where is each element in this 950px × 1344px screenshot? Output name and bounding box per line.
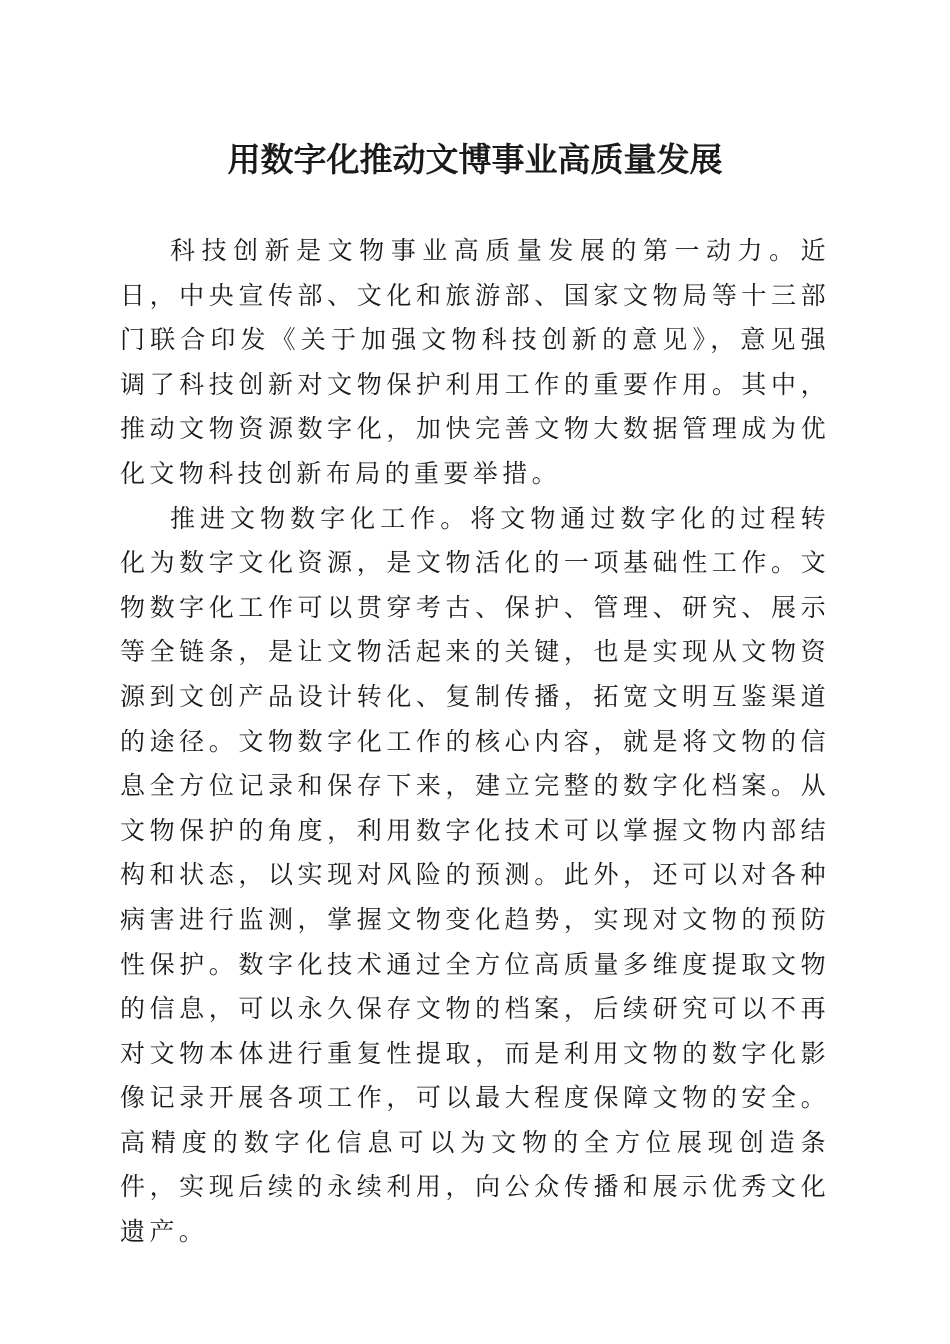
paragraph-2: 推进文物数字化工作。将文物通过数字化的过程转化为数字文化资源，是文物活化的一项基础性工作。文物数字化工作可以贯穿考古、保护、管理、研究、展示等全链条，是让文物活起来的关键，也是实现从文物资源到文创产品设计转化、复制传播，拓宽文明互鉴渠道的途径。文物数字化工作的核心内容，就是将文物的信息全方位记录和保存下来，建立完整的数字化档案。从文物保护的角度，利用数字化技术可以掌握文物内部结构和状态，以实现对风险的预测。此外，还可以对各种病害进行监测，掌握文物变化趋势，实现对文物的预防性保护。数字化技术通过全方位高质量多维度提取文物的信息，可以永久保存文物的档案，后续研究可以不再对文物本体进行重复性提取，而是利用文物的数字化影像记录开展各项工作，可以最大程度保障文物的安全。高精度的数字化信息可以为文物的全方位展现创造条件，实现后续的永续利用，向公众传播和展示优秀文化遗产。 [120,503,830,1247]
page-title: 用数字化推动文博事业高质量发展 [227,140,723,179]
paragraph-1: 科技创新是文物事业高质量发展的第一动力。近日，中央宣传部、文化和旅游部、国家文物局等十三部门联合印发《关于加强文物科技创新的意见》，意见强调了科技创新对文物保护利用工作的重要作用。其中，推动文物资源数字化，加快完善文物大数据管理成为优化文物科技创新布局的重要举措。 [120,236,830,488]
article-body [120,229,830,1255]
